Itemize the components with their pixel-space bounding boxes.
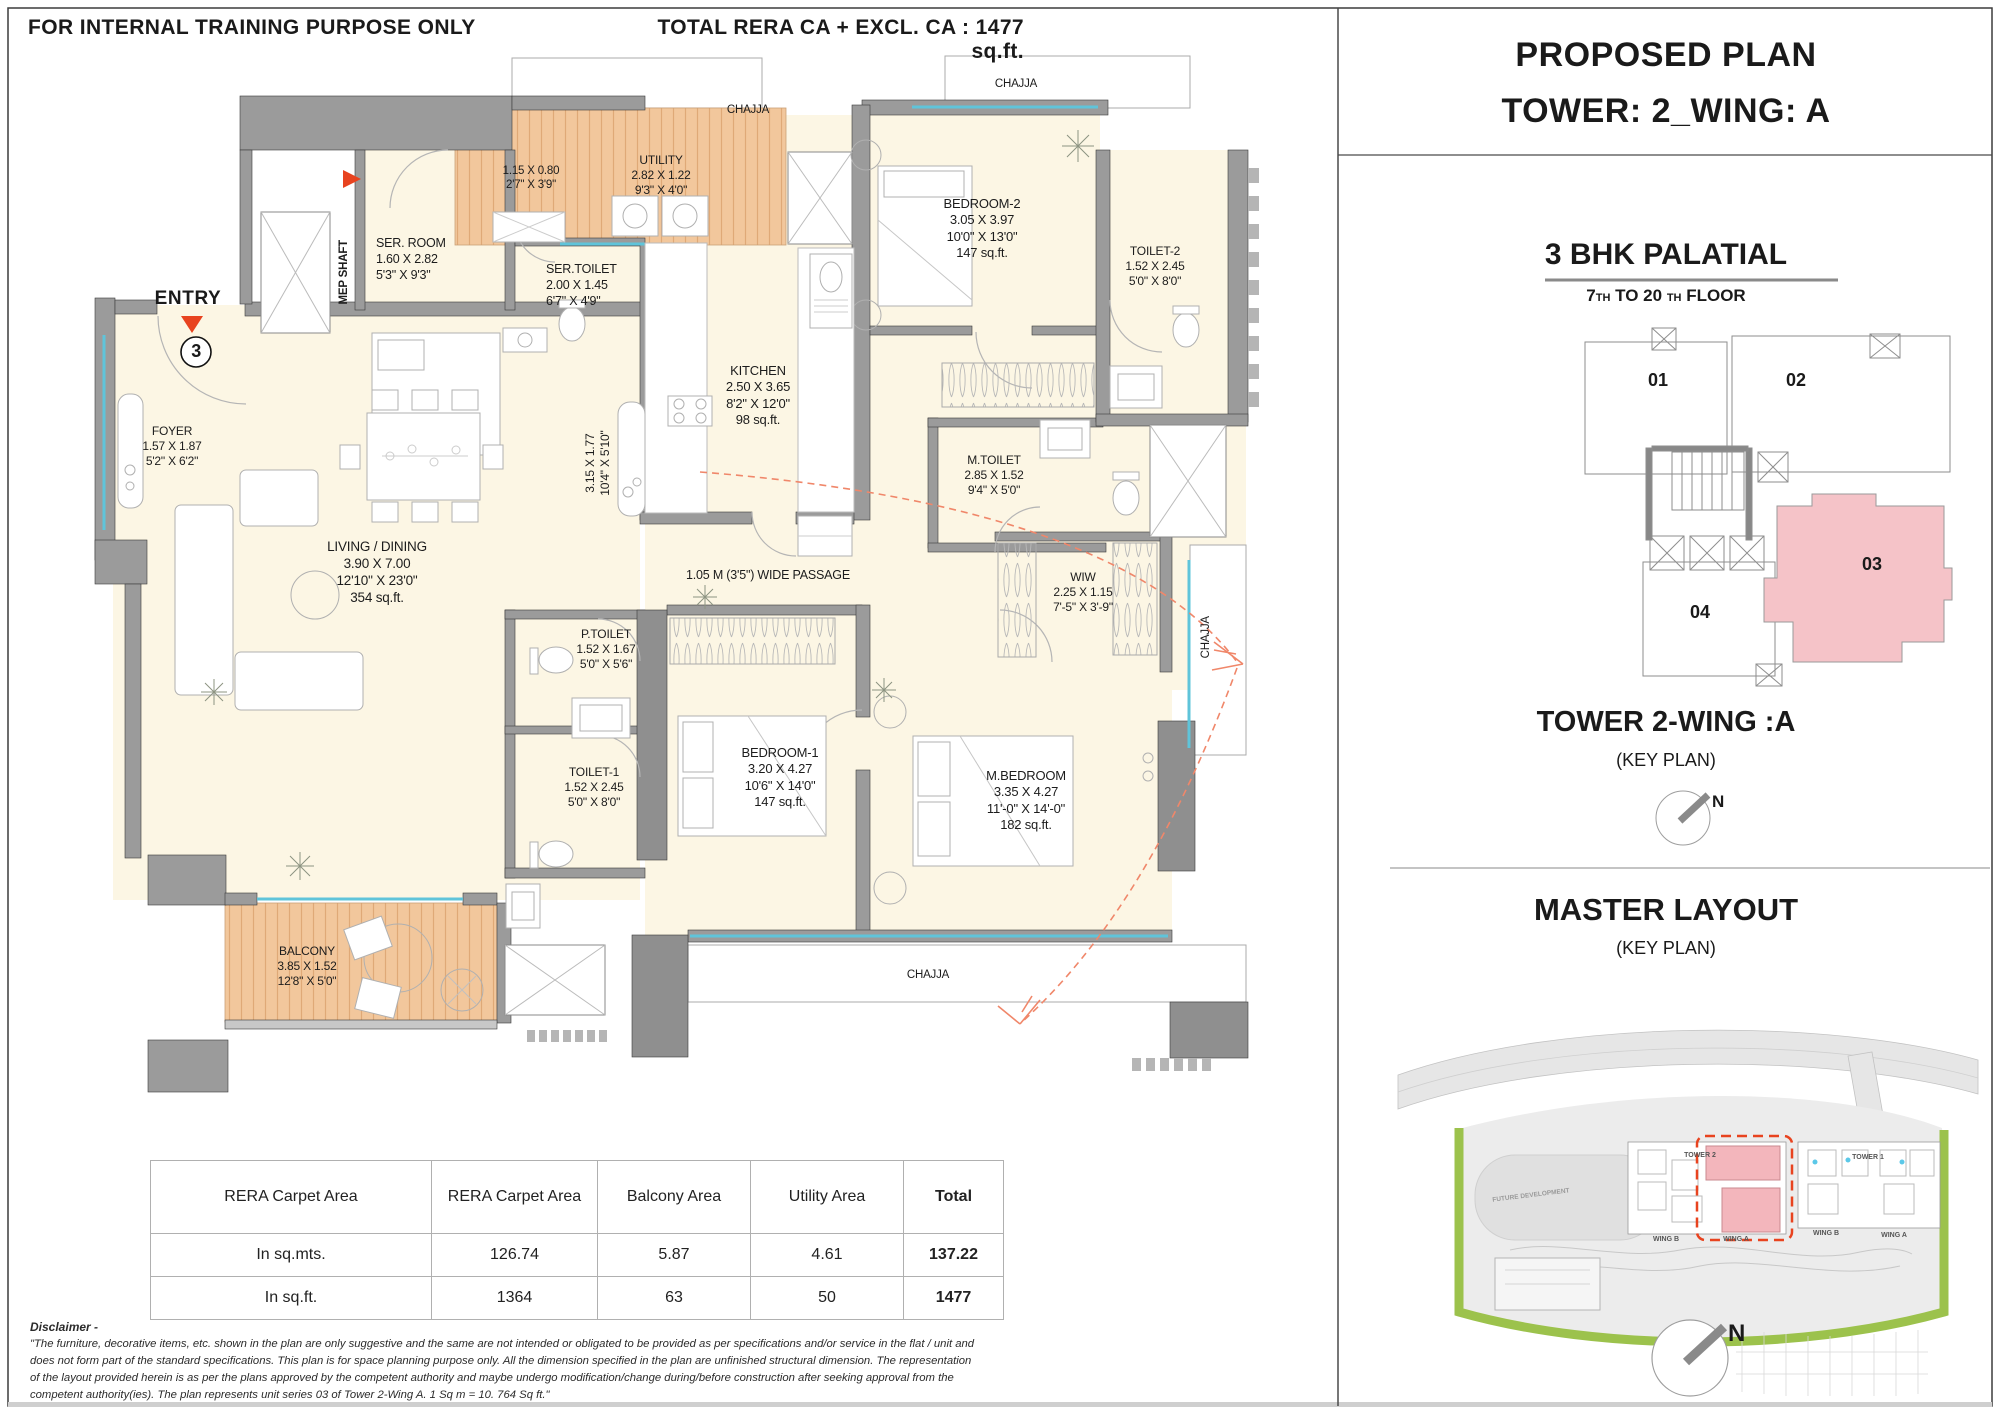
master-north-label: N: [1728, 1320, 1746, 1347]
cell-total: 1477: [904, 1277, 1004, 1320]
chajja-label-right: CHAJJA: [1199, 616, 1212, 659]
key-plan-drawing: [1545, 280, 1952, 686]
room-label-bedroom1: BEDROOM-1 3.20 X 4.27 10'6" X 14'0" 147 sq.ft.: [741, 745, 819, 810]
col-header: RERA Carpet Area: [151, 1161, 432, 1234]
passage-dim-label: 3.15 X 1.77 10'4" X 5'10": [582, 430, 612, 496]
tower-wing-title: TOWER: 2_WING: A: [1501, 92, 1831, 130]
col-header: Utility Area: [751, 1161, 904, 1234]
room-label-ser-room: SER. ROOM 1.60 X 2.82 5'3" X 9'3": [376, 236, 446, 282]
chajja-label-top-left: CHAJJA: [726, 104, 770, 116]
room-label-wiw: WIW 2.25 X 1.15 7'-5" X 3'-9": [1053, 570, 1113, 615]
room-label-kitchen: KITCHEN 2.50 X 3.65 8'2" X 12'0" 98 sq.ft.: [725, 363, 791, 428]
row-label: In sq.ft.: [151, 1277, 432, 1320]
room-label-utility-niche: 1.15 X 0.80 2'7" X 3'9": [502, 165, 560, 192]
cell-value: 1364: [432, 1277, 598, 1320]
chajja-label-top-right: CHAJJA: [994, 78, 1038, 90]
room-label-utility: UTILITY 2.82 X 1.22 9'3" X 4'0": [631, 153, 691, 198]
total-rera-area: TOTAL RERA CA + EXCL. CA : 1477 sq.ft.: [657, 16, 1024, 63]
room-label-balcony: BALCONY 3.85 X 1.52 12'8" X 5'0": [277, 944, 337, 989]
room-label-p-toilet: P.TOILET 1.52 X 1.67 5'0" X 5'6": [576, 627, 636, 672]
master-layout-title: MASTER LAYOUT: [1533, 892, 1799, 927]
table-row-sqmts: [151, 1234, 1004, 1277]
cell-value: 4.61: [751, 1234, 904, 1277]
master-label-future-development: FUTURE DEVELOPMENT: [1492, 1187, 1570, 1204]
room-label-foyer: FOYER 1.57 X 1.87 5'2" X 6'2": [142, 424, 202, 469]
disclaimer-body: "The furniture, decorative items, etc. shown in the plan are only suggestive and the same are not intended or obligated to be provided as per specifications and/or service in the flat / unit and does not form part of the standard specifications. This plan is for space planning purpose only. All the dimension specified in the plan are unfinished structural dimension. The representation of the layout provided herein is as per the plans approved by the competent authority and maybe undergo modification/change during/before construction after seeking approval from the competent authority(ies). The plan represents unit series 03 of Tower 2-Wing A. 1 Sq m = 10. 764 Sq ft.": [30, 1338, 975, 1401]
col-header-total: Total: [904, 1161, 1004, 1234]
key-plan-north-label: N: [1712, 792, 1725, 811]
master-label-wing-a1: WING A: [1723, 1236, 1749, 1243]
room-label-ser-toilet: SER.TOILET 2.00 X 1.45 6'7" X 4'9": [546, 262, 617, 308]
entry-label: ENTRY: [154, 288, 222, 309]
disclaimer-title: Disclaimer -: [30, 1320, 99, 1334]
cell-value: 5.87: [598, 1234, 751, 1277]
key-plan-subtitle: (KEY PLAN): [1616, 750, 1716, 770]
master-label-tower2: TOWER 2: [1684, 1152, 1716, 1159]
internal-training-note: FOR INTERNAL TRAINING PURPOSE ONLY: [28, 16, 476, 39]
key-plan-title: TOWER 2-WING :A: [1536, 706, 1796, 738]
master-layout-subtitle: (KEY PLAN): [1616, 938, 1716, 958]
proposed-plan-title: PROPOSED PLAN: [1515, 36, 1817, 74]
cell-value: 63: [598, 1277, 751, 1320]
room-label-toilet1: TOILET-1 1.52 X 2.45 5'0" X 8'0": [564, 765, 624, 810]
cell-value: 50: [751, 1277, 904, 1320]
room-label-m-toilet: M.TOILET 2.85 X 1.52 9'4" X 5'0": [964, 453, 1024, 498]
row-label: In sq.mts.: [151, 1234, 432, 1277]
cell-total: 137.22: [904, 1234, 1004, 1277]
room-label-living-dining: LIVING / DINING 3.90 X 7.00 12'10" X 23'0" 354 sq.ft.: [327, 539, 427, 605]
key-plan-unit-02: 02: [1785, 370, 1807, 390]
rera-area-table: [150, 1160, 1004, 1320]
room-label-m-bedroom: M.BEDROOM 3.35 X 4.27 11'-0" X 14'-0" 182 sq.ft.: [986, 768, 1066, 833]
room-label-bedroom2: BEDROOM-2 3.05 X 3.97 10'0" X 13'0" 147 sq.ft.: [943, 196, 1021, 261]
passage-label: 1.05 M (3'5") WIDE PASSAGE: [686, 568, 850, 582]
master-label-wing-a2: WING A: [1881, 1232, 1907, 1239]
mep-shaft-label: MEP SHAFT: [337, 240, 350, 305]
col-header: Balcony Area: [598, 1161, 751, 1234]
key-plan-compass-icon: [1656, 791, 1710, 845]
col-header: RERA Carpet Area: [432, 1161, 598, 1234]
plan-type-title: 3 BHK PALATIAL: [1544, 238, 1788, 271]
key-plan-unit-03: 03: [1861, 554, 1883, 574]
cell-value: 126.74: [432, 1234, 598, 1277]
master-label-wing-b1: WING B: [1652, 1236, 1680, 1243]
key-plan-unit-01: 01: [1647, 370, 1669, 390]
master-compass-icon: [1652, 1320, 1728, 1396]
disclaimer: [30, 1320, 975, 1404]
table-header-row: [151, 1161, 1004, 1234]
master-label-tower1: TOWER 1: [1852, 1154, 1884, 1161]
chajja-label-bottom: CHAJJA: [906, 969, 950, 981]
room-label-toilet2: TOILET-2 1.52 X 2.45 5'0" X 8'0": [1125, 244, 1185, 289]
master-label-wing-b2: WING B: [1812, 1230, 1840, 1237]
key-plan-unit-04: 04: [1689, 602, 1711, 622]
floor-range: 7TH TO 20 TH FLOOR: [1586, 286, 1746, 305]
entry-number: 3: [191, 341, 202, 361]
table-row-sqft: [151, 1277, 1004, 1320]
